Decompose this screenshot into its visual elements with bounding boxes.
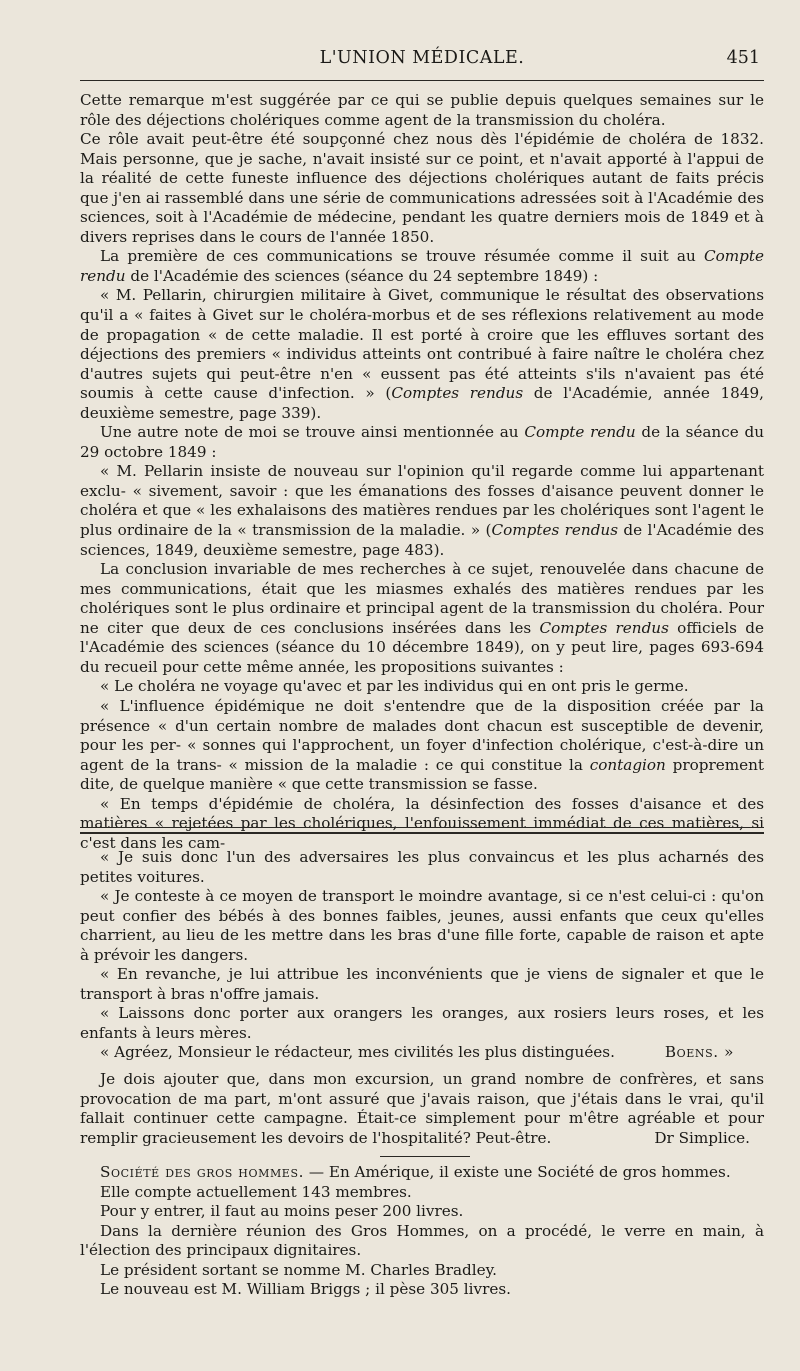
letter-paragraph: « Agréez, Monsieur le rédacteur, mes civilités les plus distinguées. Boens. » [100,1043,734,1062]
quotation: « M. Pellarin, chirurgien militaire à Givet, communique le résultat des observations qu'il a « faites à Givet sur le choléra-morbus et de ses réflexions relativement au mode de propagation « de cette maladie. Il est porté à croire que les effluves sortant des déjections des premiers « individus atteints ont contribué à faire naître le choléra chez d'autres sujets qui peut-être n'en « eussent pas été atteints s'ils n'avaient pas été soumis à cette cause d'infection. » (Comptes rendus de l'Académie, année 1849, deuxième semestre, page 339). [80,286,764,422]
letter-continuation [80,848,764,1063]
paragraph: Je dois ajouter que, dans mon excursion, un grand nombre de confrères, et sans provocation de ma part, m'ont assuré que j'avais raison, que j'étais dans le vrai, qu'il fallait continuer cette campagne. Était-ce simplement pour m'être agréable et pour remplir gracieusement les devoirs de l'hospitalité? Peut-être. Dr Simplice. [80,1070,764,1147]
paragraph: Dans la dernière réunion des Gros Hommes, on a procédé, le verre en main, à l'élection des principaux dignitaires. [80,1221,764,1260]
paragraph: La conclusion invariable de mes recherches à ce sujet, renouvelée dans chacune de mes communications, était que les miasmes exhalés des matières rendues par les cholériques sont le plus ordinaire et principal agent de la transmission du choléra. Pour ne citer que deux de ces conclusions insérées dans les Comptes rendus officiels de l'Académie des sciences (séance du 10 décembre 1849), on y peut lire, pages 693-694 du recueil pour cette même année, les propositions suivantes : [80,560,764,676]
news-heading: Société des gros hommes. [100,1163,305,1181]
paragraph: Ce rôle avait peut-être été soupçonné chez nous dès l'épidémie de choléra de 1832. Mais personne, que je sache, n'avait insisté sur ce point, et n'avait apporté à l'appui de la réalité de cette funeste influence des déjections cholériques autant de faits précis que j'en ai rassemblé dans une série de communications adressées soit à l'Académie des sciences, soit à l'Académie de médecine, pendant les quatre derniers mois de 1849 et à divers reprises dans le cours de l'année 1850. [80,130,764,246]
paragraph: Une autre note de moi se trouve ainsi mentionnée au Compte rendu de la séance du 29 octobre 1849 : [80,423,764,461]
signature-boens: Boens. » [664,1043,734,1062]
page-number: 451 [726,48,760,68]
paragraph: Elle compte actuellement 143 membres. [100,1182,412,1201]
section-rule-thick [80,832,764,834]
letter-paragraph: « Je suis donc l'un des adversaires les plus convaincus et les plus acharnés des petites voitures. [80,848,764,886]
quotation: « L'influence épidémique ne doit s'entendre que de la disposition créée par la présence « d'un certain nombre de malades dont chacun est susceptible de devenir, pour les per- « sonnes qui l'approchent, un foyer d'infection cholérique, c'est-à-dire un agent de la trans- « mission de la maladie : ce qui constitue la contagion proprement dite, de quelque manière « que cette transmission se fasse. [80,696,764,794]
paragraph: Le président sortant se nomme M. Charles Bradley. [100,1260,497,1279]
letter-paragraph: « Je conteste à ce moyen de transport le moindre avantage, si ce n'est celui-ci : qu'on peut confier des bébés à des bonnes faibles, jeunes, aussi enfants que ceux qu'elles charrient, au lieu de les mettre dans les bras d'une fille forte, capable de raison et apte à prévoir les dangers. [80,887,764,964]
paragraph: Cette remarque m'est suggérée par ce qui se publie depuis quelques semaines sur le rôle des déjections cholériques comme agent de la transmission du choléra. [80,91,764,129]
running-title: L'UNION MÉDICALE. [319,48,525,68]
quotation: « Le choléra ne voyage qu'avec et par les individus qui en ont pris le germe. [100,677,689,696]
letter-paragraph: « Laissons donc porter aux orangers les oranges, aux rosiers leurs roses, et les enfants à leurs mères. [80,1004,764,1042]
separator-rule [380,1156,470,1157]
paragraph: Société des gros hommes. — En Amérique, il existe une Société de gros hommes. [100,1163,731,1181]
letter-paragraph: « En revanche, je lui attribue les inconvénients que je viens de signaler et que le transport à bras n'offre jamais. [80,965,764,1003]
header-rule [80,80,764,81]
paragraph: Pour y entrer, il faut au moins peser 200 livres. [100,1202,464,1221]
paragraph: Le nouveau est M. William Briggs ; il pèse 305 livres. [100,1280,511,1299]
signature-simplice: Dr Simplice. [654,1128,750,1147]
article-body [80,91,764,853]
section-rule [80,827,764,828]
quotation: « M. Pellarin insiste de nouveau sur l'opinion qu'il regarde comme lui appartenant exclu- « sivement, savoir : que les émanations des fosses d'aisance peuvent donner le choléra et que « les exhalaisons des matières rendues par les cholériques sont l'agent le plus ordinaire de la « transmission de la maladie. » (Comptes rendus de l'Académie des sciences, 1849, deuxième semestre, page 483). [80,462,765,559]
news-item [80,1163,764,1300]
closing-note [80,1070,764,1148]
quotation: « En temps d'épidémie de choléra, la désinfection des fosses d'aisance et des matières « rejetées par les cholériques, l'enfouissement immédiat de ces matières, si c'est dans les cam- [80,794,764,852]
page-header [80,46,764,76]
paragraph: La première de ces communications se trouve résumée comme il suit au Compte rendu de l'Académie des sciences (séance du 24 septembre 1849) : [80,247,764,285]
